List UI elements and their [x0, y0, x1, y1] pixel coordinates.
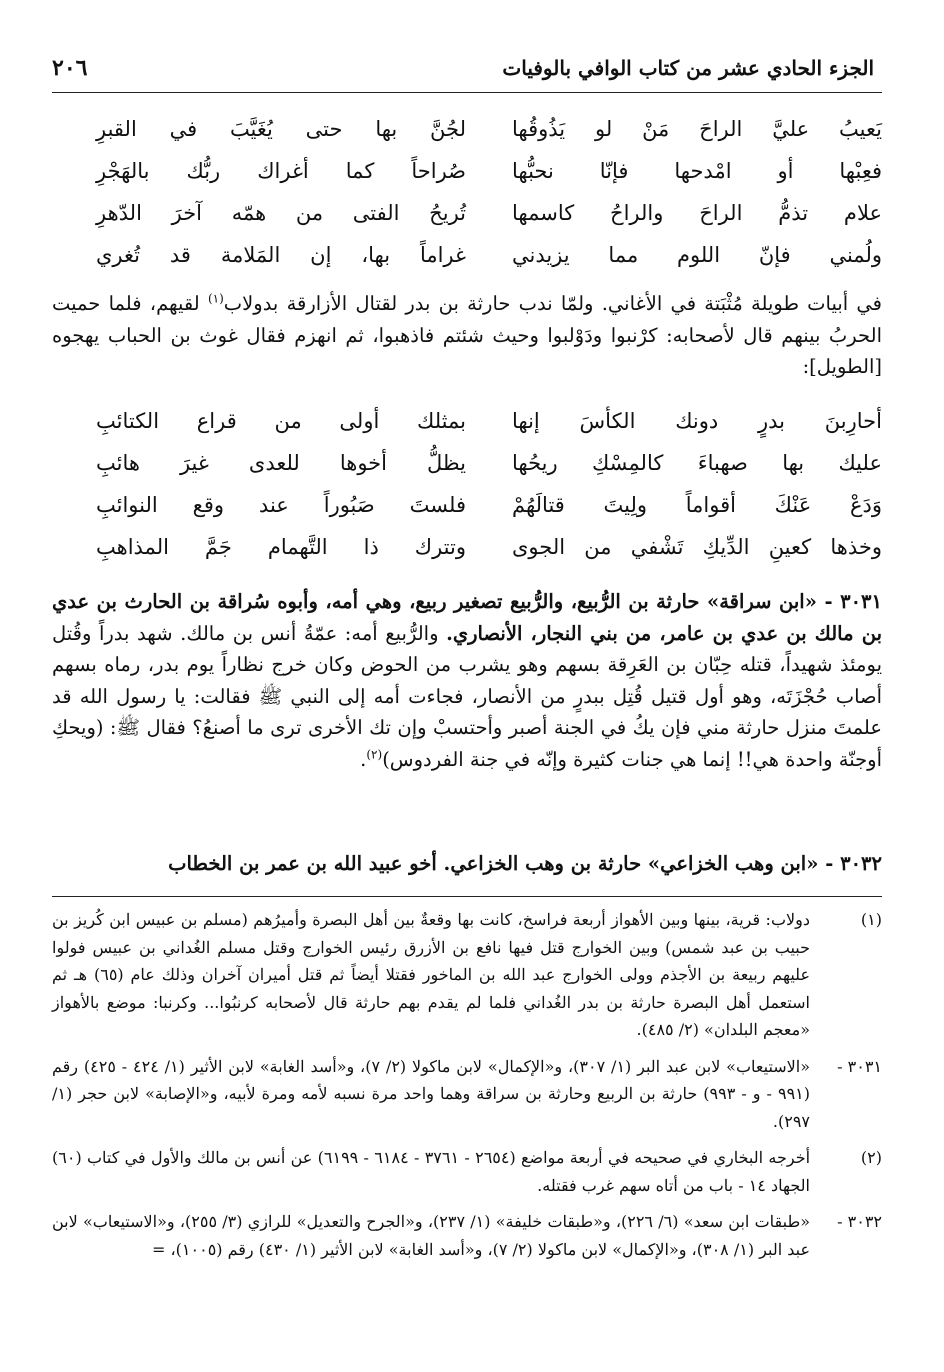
footnote-text: «طبقات ابن سعد» (٦/ ٢٢٦)، و«طبقات خليفة» (١/ ٢٣٧)، و«الجرح والتعديل» للرازي (٣/ ٢٥٥)، و«الاستيعاب» لابن عبد البر (١/ ٣٠٨)، و«الإكمال» لابن ماكولا (٢/ ٧)، و«أسد الغابة» لابن الأثير (١/ ٤٣٠) رقم (١٠٠٥)، =: [52, 1212, 810, 1259]
first-hemistich: وخذها كعينِ الدِّيكِ تَشْفي من الجوى: [512, 535, 882, 559]
period: .: [360, 747, 367, 771]
verse: [96, 234, 882, 276]
entry-body: والرُّبيع أمه: عمّةُ أنس بن مالك. شهد بدراً وقُتل يومئذ شهيداً، قتله حِبّان بن العَرِقة بسهم وهو يشرب من الحوض وكان خرج نظاراً يوم بدر، رماه بسهم أصاب حُجْزَتَه، وهو أول قتيل قُتِل ببدرٍ من الأنصار، فجاءت أمه إلى النبي ﷺ فقالت: يا رسول الله قد علمتَ منزل حارثة مني فإن يكُ في الجنة أصبر وأحتسبْ وإن تك الأخرى ترى ما أصنعُ؟ فقال ﷺ: (ويحكِ أوجنّة واحدة هي!! إنما هي جنات كثيرة وإنّه في جنة الفردوس): [52, 621, 882, 771]
text-span: لقيهم، فلما حميت الحربُ بينهم قال لأصحابه: كرْنبوا ودَوْلبوا وحيث شئتم فاذهبوا، ثم انهزم فقال غوث بن الحباب يهجوه [الطويل]:: [52, 292, 882, 378]
page-header: [52, 48, 874, 88]
footnotes: [52, 906, 882, 1272]
footnote-text: «الاستيعاب» لابن عبد البر (١/ ٣٠٧)، و«الإكمال» لابن ماكولا (٢/ ٧)، و«أسد الغابة» لابن الأثير (١/ ٤٢٤ - ٤٢٥) رقم (٩٩١ - و - ٩٩٣) حارثة بن الربيع وحارثة بن سراقة وهما واحد مرة نسبه لأمه ومرة لأبيه، و«الإصابة» لابن حجر (١/ ٢٩٧).: [52, 1056, 811, 1131]
page-number: ٢٠٦: [52, 55, 88, 81]
paragraph-1: [52, 288, 882, 383]
first-hemistich: ولُمني فإنّ اللوم مما يزيدني: [512, 243, 882, 267]
footnote-ref: (٢): [366, 747, 383, 761]
footnote-number: ٣٠٣١ -: [837, 1056, 882, 1076]
text-span: في أبيات طويلة مُثْبَتة في الأغاني. ولمّا ندب حارثة بن بدر لقتال الأزارقة بدولاب: [223, 292, 882, 315]
entry-3031: [52, 586, 882, 775]
verse: [96, 400, 882, 442]
poem-2: [96, 400, 882, 568]
verse: [96, 526, 882, 568]
paragraph-text: [52, 288, 882, 383]
entry-heading: ٣٠٣١ - «ابن سراقة» حارثة بن الرُّبيع، والرُّبيع تصغير ربيع، وهي أمه، وأبوه سُراقة بن الحارث بن عدي بن مالك بن عدي بن عامر، من بني النجار، الأنصاري.: [52, 590, 882, 645]
footnote-text: دولاب: قرية، بينها وبين الأهواز أربعة فراسخ، كانت بها وقعةٌ بين أهل البصرة وأميرُهم (مسلم بن عبيس ابن كُريز بن حبيب بن عبد شمس) وبين الخوارج قتل فيها نافع بن الأزرق رئيس الخوارج وقتل مسلم الغُداني بن عبيس فولوا عليهم ربيعة بن الأجذم وولى الخوارج عبد الله بن الماخور فقتلا أيضاً ثم قتل أميران آخران وذلك عام (٦٥) هـ ثم استعمل أهل البصرة حارثة بن بدر الغُداني فلما لم يقدم بهم حارثة قال لأصحابه كرنبُوا... وكرنبا: موضع بالأهواز «معجم البلدان» (٢/ ٤٨٥).: [52, 910, 811, 1039]
second-hemistich: بمثلك أولى من قراع الكتائبِ: [96, 409, 466, 433]
footnote: [52, 1144, 882, 1199]
header-rule: [52, 92, 882, 93]
footnote-text: أخرجه البخاري في صحيحه في أربعة مواضع (٢٦٥٤ - ٣٧٦١ - ٦١٨٤ - ٦١٩٩) عن أنس بن مالك والأول في كتاب (٦٠) الجهاد ١٤ - باب من أتاه سهم غرب فقتله.: [52, 1148, 811, 1195]
first-hemistich: علام تذمُّ الراحَ والراحُ كاسمها: [512, 201, 882, 225]
first-hemistich: فعِبْها أو امْدحها فإنّا نحبُّها: [512, 159, 882, 183]
verse: [96, 150, 882, 192]
footnote: [52, 1053, 882, 1136]
entry-3032: [52, 848, 882, 880]
second-hemistich: يظلُّ أخوها للعدى غيرَ هائبِ: [96, 451, 466, 475]
first-hemistich: عليك بها صهباءَ كالمِسْكِ ريحُها: [512, 451, 882, 475]
footnote-number: (١): [860, 910, 882, 929]
verse: [96, 192, 882, 234]
entry-heading: ٣٠٣٢ - «ابن وهب الخزاعي» حارثة بن وهب الخزاعي. أخو عبيد الله بن عمر بن الخطاب: [168, 852, 882, 875]
footnote: [52, 1208, 882, 1263]
second-hemistich: فلستَ صَبُوراً عند وقع النوائبِ: [96, 493, 466, 517]
footnote-ref: (١): [207, 291, 224, 306]
verse: [96, 108, 882, 150]
running-title: الجزء الحادي عشر من كتاب الوافي بالوفيات: [502, 56, 874, 80]
second-hemistich: صُراحاً كما أغراك ربُّك بالهَجْرِ: [96, 159, 466, 183]
second-hemistich: تُريحُ الفتى من همّه آخرَ الدّهرِ: [96, 201, 466, 225]
first-hemistich: أحارِبنَ بدرٍ دونك الكأسَ إنها: [512, 409, 882, 433]
second-hemistich: وتترك ذا التَّهمام جَمَّ المذاهبِ: [96, 535, 466, 559]
footnote-number: (٢): [860, 1148, 882, 1167]
poem-1: [96, 108, 882, 276]
footnote: [52, 906, 882, 1044]
entry-text: [52, 586, 882, 775]
first-hemistich: وَدَعْ عَنْكَ أقواماً ولِيتَ قتالَهُمْ: [512, 493, 882, 517]
second-hemistich: لجُنَّ بها حتى يُغَيَّبَ في القبرِ: [96, 117, 466, 141]
entry-text: [52, 848, 882, 880]
first-hemistich: يَعيبُ عليَّ الراحَ مَنْ لو يَذُوقُها: [512, 117, 882, 141]
footnote-number: ٣٠٣٢ -: [837, 1212, 882, 1231]
second-hemistich: غراماً بها، إن المَلامة قد تُغري: [96, 243, 466, 267]
verse: [96, 442, 882, 484]
footnote-rule: [52, 896, 882, 897]
verse: [96, 484, 882, 526]
